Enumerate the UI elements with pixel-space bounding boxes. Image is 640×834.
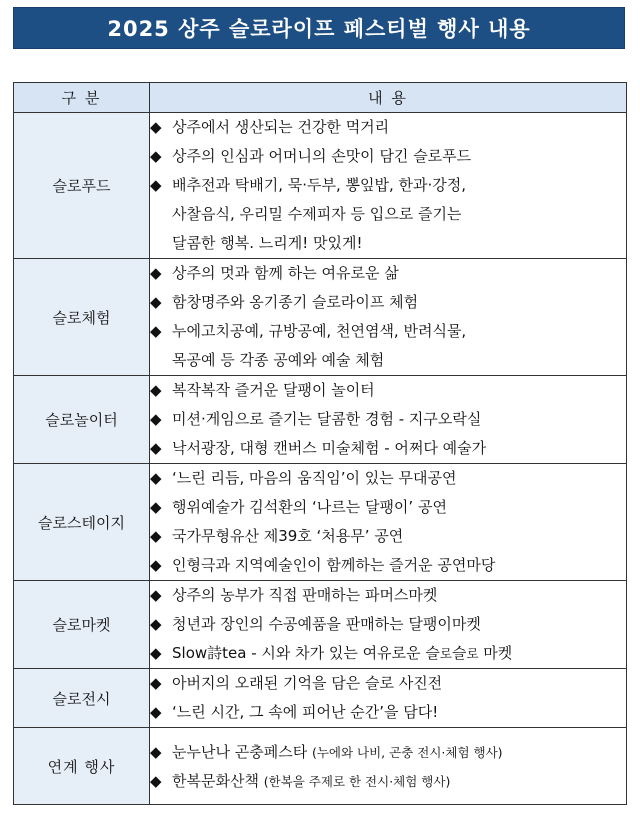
table-header-row bbox=[14, 83, 627, 113]
content-cell bbox=[150, 464, 627, 581]
bullet-icon: ◆ bbox=[150, 743, 162, 761]
list-item: ◆ 낙서광장, 대형 캔버스 미술체험 - 어쩌다 예술가 bbox=[150, 434, 626, 463]
list-item: ◆ 상주의 멋과 함께 하는 여유로운 삶 bbox=[150, 259, 626, 288]
bullet-icon: ◆ bbox=[150, 381, 162, 399]
list-item: ◆ 함창명주와 옹기종기 슬로라이프 체험 bbox=[150, 288, 626, 317]
list-item: ◆ 상주의 농부가 직접 판매하는 파머스마켓 bbox=[150, 581, 626, 610]
content-cell bbox=[150, 113, 627, 259]
category-cell: 슬로체험 bbox=[14, 259, 150, 376]
bullet-icon: ◆ bbox=[150, 527, 162, 545]
list-item: ◆ 누에고치공예, 규방공예, 천연염색, 반려식물, bbox=[150, 317, 626, 346]
bullet-icon: ◆ bbox=[150, 644, 162, 662]
bullet-icon: ◆ bbox=[150, 556, 162, 574]
list-item: ◆ 눈누난나 곤충페스타 (누에와 나비, 곤충 전시·체험 행사) bbox=[150, 738, 626, 767]
bullet-icon: ◆ bbox=[150, 498, 162, 516]
table-row bbox=[14, 376, 627, 464]
content-cell bbox=[150, 376, 627, 464]
list-item-continuation: 사찰음식, 우리밀 수제피자 등 입으로 즐기는 bbox=[172, 205, 462, 223]
table-row bbox=[14, 581, 627, 669]
table-row bbox=[14, 259, 627, 376]
list-item: ◆ 청년과 장인의 수공예품을 판매하는 달팽이마켓 bbox=[150, 610, 626, 639]
list-item: ◆ 인형극과 지역예술인이 함께하는 즐거운 공연마당 bbox=[150, 551, 626, 580]
content-cell bbox=[150, 728, 627, 805]
list-item: ◆ 상주에서 생산되는 건강한 먹거리 bbox=[150, 113, 626, 142]
list-item: ◆ 복작복작 즐거운 달팽이 놀이터 bbox=[150, 376, 626, 405]
list-item: ◆ ‘느린 시간, 그 속에 피어난 순간’을 담다! bbox=[150, 698, 626, 727]
list-item-continuation: 달콤한 행복. 느리게! 맛있게! bbox=[172, 234, 363, 252]
category-cell: 연계 행사 bbox=[14, 728, 150, 805]
bullet-icon: ◆ bbox=[150, 118, 162, 136]
bullet-icon: ◆ bbox=[150, 439, 162, 457]
list-item: ◆ 한복문화산책 (한복을 주제로 한 전시·체험 행사) bbox=[150, 767, 626, 796]
list-item: ◆ 아버지의 오래된 기억을 담은 슬로 사진전 bbox=[150, 669, 626, 698]
list-item: ◆ ‘느린 리듬, 마음의 움직임’이 있는 무대공연 bbox=[150, 464, 626, 493]
bullet-icon: ◆ bbox=[150, 674, 162, 692]
bullet-icon: ◆ bbox=[150, 469, 162, 487]
table-row bbox=[14, 113, 627, 259]
list-item: ◆ 미션·게임으로 즐기는 달콤한 경험 - 지구오락실 bbox=[150, 405, 626, 434]
category-cell: 슬로전시 bbox=[14, 669, 150, 728]
list-item: ◆ 상주의 인심과 어머니의 손맛이 담긴 슬로푸드 bbox=[150, 142, 626, 171]
table-row bbox=[14, 464, 627, 581]
list-item-continuation: 목공예 등 각종 공예와 예술 체험 bbox=[172, 351, 385, 369]
bullet-icon: ◆ bbox=[150, 703, 162, 721]
header-category: 구 분 bbox=[14, 83, 150, 113]
table-row bbox=[14, 669, 627, 728]
bullet-icon: ◆ bbox=[150, 772, 162, 790]
header-content: 내 용 bbox=[150, 83, 627, 113]
list-item: ◆ Slow詩tea - 시와 차가 있는 여유로운 슬로슬로 마켓 bbox=[150, 639, 626, 668]
bullet-icon: ◆ bbox=[150, 322, 162, 340]
page-title: 2025 상주 슬로라이프 페스티벌 행사 내용 bbox=[107, 17, 531, 41]
content-cell bbox=[150, 669, 627, 728]
bullet-icon: ◆ bbox=[150, 293, 162, 311]
content-cell bbox=[150, 259, 627, 376]
bullet-icon: ◆ bbox=[150, 147, 162, 165]
bullet-icon: ◆ bbox=[150, 586, 162, 604]
category-cell: 슬로푸드 bbox=[14, 113, 150, 259]
category-cell: 슬로마켓 bbox=[14, 581, 150, 669]
title-banner bbox=[13, 7, 625, 49]
category-cell: 슬로스테이지 bbox=[14, 464, 150, 581]
list-item: ◆ 행위예술가 김석환의 ‘나르는 달팽이’ 공연 bbox=[150, 493, 626, 522]
content-cell bbox=[150, 581, 627, 669]
festival-program-table bbox=[13, 82, 627, 805]
bullet-icon: ◆ bbox=[150, 264, 162, 282]
table-row bbox=[14, 728, 627, 805]
bullet-icon: ◆ bbox=[150, 615, 162, 633]
list-item: ◆ 배추전과 탁배기, 묵·두부, 뽕잎밥, 한과·강정, bbox=[150, 171, 626, 200]
list-item: ◆ 국가무형유산 제39호 ‘처용무’ 공연 bbox=[150, 522, 626, 551]
bullet-icon: ◆ bbox=[150, 176, 162, 194]
bullet-icon: ◆ bbox=[150, 410, 162, 428]
category-cell: 슬로놀이터 bbox=[14, 376, 150, 464]
